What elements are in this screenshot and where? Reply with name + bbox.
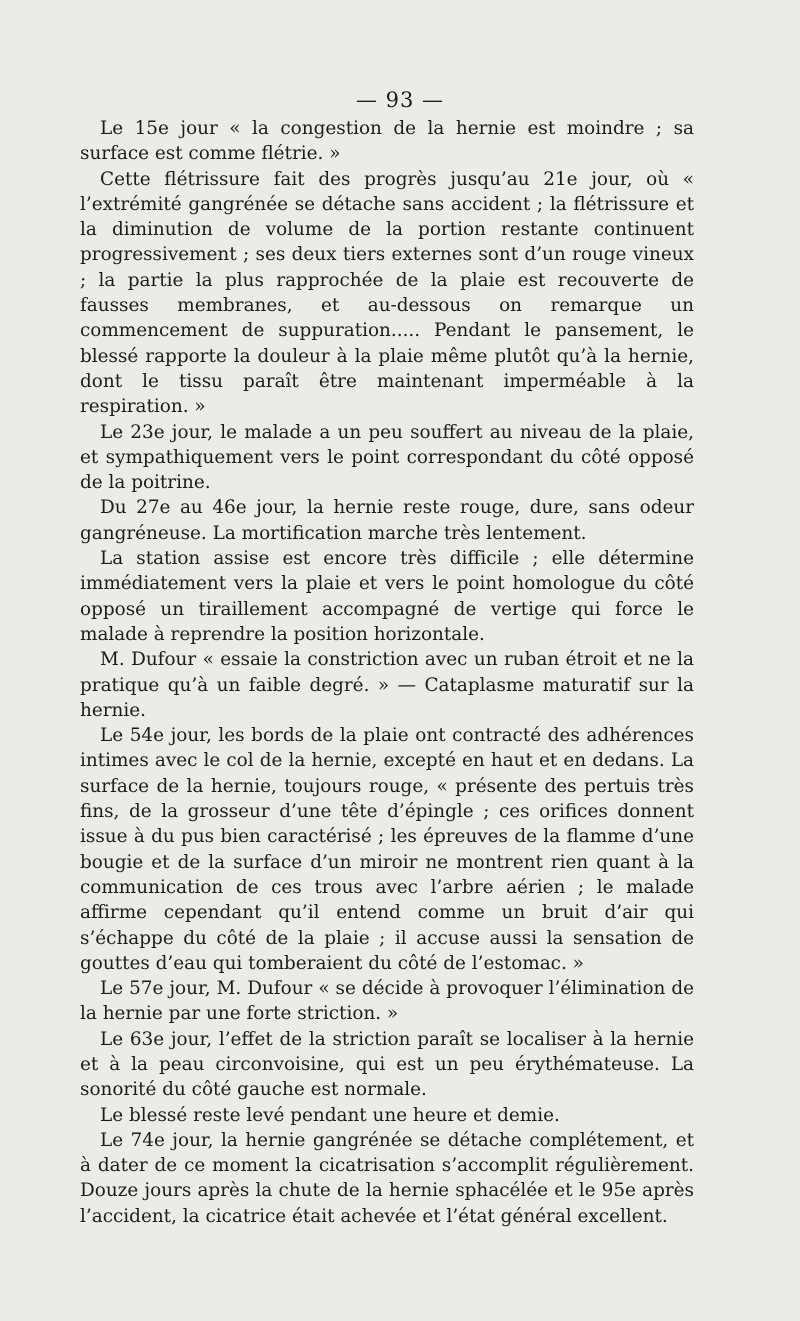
paragraph-day-23: Le 23e jour, le malade a un peu souffert au niveau de la plaie, et sympathiquement vers le point correspondant du côté opposé de la poitrine. [80, 421, 694, 494]
paragraph-day-74: Le 74e jour, la hernie gangrénée se détache complétement, et à dater de ce moment la cicatrisation s’accomplit régulièrement. Douze jours après la chute de la hernie sphacélée et le 95e après l’accident, la cicatrice était achevée et l’état général excellent. [80, 1129, 694, 1227]
paragraph-station-assise: La station assise est encore très difficile ; elle détermine immédiatement vers la plaie et vers le point homologue du côté opposé un tiraillement accompagné de vertige qui force le malade à reprendre la position horizontale. [80, 548, 694, 645]
paragraph-blesse-leve: Le blessé reste levé pendant une heure et demie. [100, 1104, 560, 1126]
paragraph-day-57: Le 57e jour, M. Dufour « se décide à provoquer l’élimination de la hernie par une forte striction. » [80, 978, 694, 1025]
body-text [80, 116, 694, 1229]
paragraph-day-21: Cette flétrissure fait des progrès jusqu’au 21e jour, où « l’extrémité gangrénée se détache sans accident ; la flétrissure et la diminution de volume de la portion restante continuent progressivement ; ses deux tiers externes sont d’un rouge vineux ; la partie la plus rapprochée de la plaie est recouverte de fausses membranes, et au-dessous on remarque un commencement de suppuration..... Pendant le pansement, le blessé rapporte la douleur à la plaie même plutôt qu’à la hernie, dont le tissu paraît être maintenant imperméable à la respiration. » [80, 168, 694, 418]
paragraph-day-54: Le 54e jour, les bords de la plaie ont contracté des adhérences intimes avec le col de la hernie, excepté en haut et en dedans. La surface de la hernie, toujours rouge, « présente des pertuis très fins, de la grosseur d’une tête d’épingle ; ces orifices donnent issue à du pus bien caractérisé ; les épreuves de la flamme d’une bougie et de la surface d’un miroir ne montrent rien quant à la communication de ces trous avec l’arbre aérien ; le malade affirme cependant qu’il entend comme un bruit d’air qui s’échappe du côté de la plaie ; il accuse aussi la sensation de gouttes d’eau qui tomberaient du côté de l’estomac. » [80, 725, 694, 974]
paragraph-day-15: Le 15e jour « la congestion de la hernie est moindre ; sa surface est comme flétrie. » [80, 118, 694, 165]
paragraph-day-27-46: Du 27e au 46e jour, la hernie reste rouge, dure, sans odeur gangréneuse. La mortification marche très lentement. [80, 497, 694, 544]
page-number: — 93 — [355, 88, 445, 112]
paragraph-day-63: Le 63e jour, l’effet de la striction paraît se localiser à la hernie et à la peau circonvoisine, qui est un peu érythémateuse. La sonorité du côté gauche est normale. [80, 1028, 694, 1101]
paragraph-dufour-constriction: M. Dufour « essaie la constriction avec un ruban étroit et ne la pratique qu’à un faible degré. » — Cataplasme maturatif sur la hernie. [80, 649, 694, 721]
